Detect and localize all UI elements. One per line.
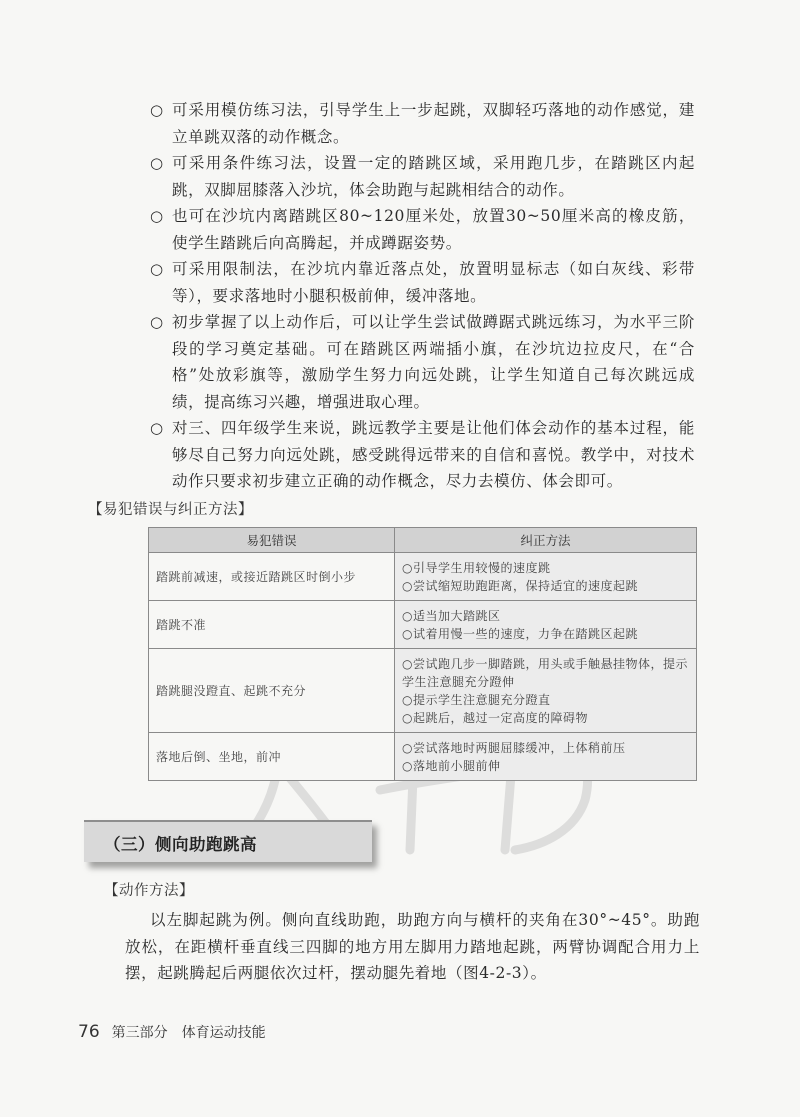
- list-item: ○ 也可在沙坑内离踏跳区80~120厘米处，放置30~50厘米高的橡皮筋，使学生踏跳后向高腾起，并成蹲踞姿势。: [150, 203, 695, 256]
- circle-bullet-icon: ○: [150, 207, 164, 225]
- list-item: ○ 对三、四年级学生来说，跳远教学主要是让他们体会动作的基本过程，能够尽自己努力向远处跳，感受跳得远带来的自信和喜悦。教学中，对技术动作只要求初步建立正确的动作概念，尽力去模仿、体会即可。: [150, 415, 695, 495]
- error-cell: 踏跳腿没蹬直、起跳不充分: [149, 649, 395, 733]
- section-banner: [84, 820, 372, 862]
- fix-cell: ○引导学生用较慢的速度跳 ○尝试缩短助跑距离，保持适宜的速度起跳: [395, 553, 697, 601]
- circle-bullet-icon: ○: [150, 101, 164, 119]
- list-item: ○ 可采用条件练习法，设置一定的踏跳区域，采用跑几步，在踏跳区内起跳，双脚屈膝落入沙坑，体会助跑与起跳相结合的动作。: [150, 150, 695, 203]
- section-title: （三）侧向助跑跳高: [104, 835, 257, 854]
- footer-chapter: 第三部分 体育运动技能: [111, 1025, 266, 1041]
- list-item: ○ 可采用模仿练习法，引导学生上一步起跳，双脚轻巧落地的动作感觉，建立单跳双落的动作概念。: [150, 97, 695, 150]
- table-header-row: [149, 528, 697, 553]
- list-item: ○ 可采用限制法，在沙坑内靠近落点处，放置明显标志（如白灰线、彩带等），要求落地时小腿积极前伸，缓冲落地。: [150, 256, 695, 309]
- table-row: [149, 733, 697, 781]
- circle-bullet-icon: ○: [150, 419, 164, 437]
- fix-cell: ○尝试落地时两腿屈膝缓冲，上体稍前压 ○落地前小腿前伸: [395, 733, 697, 781]
- method-section-heading: 【动作方法】: [104, 883, 194, 899]
- circle-bullet-icon: ○: [150, 154, 164, 172]
- table-row: [149, 649, 697, 733]
- column-header-fix: 纠正方法: [395, 528, 697, 553]
- circle-bullet-icon: ○: [150, 260, 164, 278]
- fix-cell: ○适当加大踏跳区 ○试着用慢一些的速度，力争在踏跳区起跳: [395, 601, 697, 649]
- page-footer: [78, 1022, 266, 1042]
- error-cell: 落地后倒、坐地，前冲: [149, 733, 395, 781]
- teaching-tips-list: [150, 97, 695, 495]
- fix-cell: ○尝试跑几步一脚踏跳，用头或手触悬挂物体，提示学生注意腿充分蹬伸 ○提示学生注意腿充分蹬直 ○起跳后，越过一定高度的障碍物: [395, 649, 697, 733]
- errors-section-heading: 【易犯错误与纠正方法】: [88, 502, 253, 518]
- errors-table: [148, 527, 697, 781]
- method-paragraph: 以左脚起跳为例。侧向直线助跑，助跑方向与横杆的夹角在30°~45°。助跑放松，在距横杆垂直线三四脚的地方用左脚用力踏地起跳，两臂协调配合用力上摆，起跳腾起后两腿依次过杆，摆动腿先着地（图4-2-3）。: [125, 911, 700, 982]
- list-item: ○ 初步掌握了以上动作后，可以让学生尝试做蹲踞式跳远练习，为水平三阶段的学习奠定基础。可在踏跳区两端插小旗，在沙坑边拉皮尺，在“合格”处放彩旗等，激励学生努力向远处跳，让学生知道自己每次跳远成绩，提高练习兴趣，增强进取心理。: [150, 309, 695, 415]
- error-cell: 踏跳不准: [149, 601, 395, 649]
- column-header-error: 易犯错误: [149, 528, 395, 553]
- page-number: 76: [78, 1022, 100, 1042]
- table-row: [149, 553, 697, 601]
- circle-bullet-icon: ○: [150, 313, 164, 331]
- table-row: [149, 601, 697, 649]
- error-cell: 踏跳前减速，或接近踏跳区时倒小步: [149, 553, 395, 601]
